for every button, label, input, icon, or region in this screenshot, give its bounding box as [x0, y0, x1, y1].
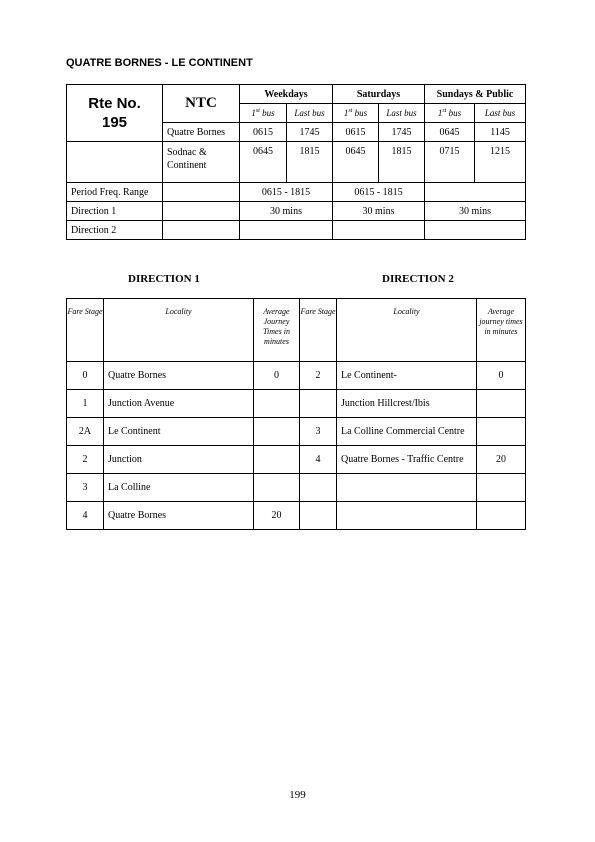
- fare-stage-cell: [300, 502, 337, 530]
- locality-cell: La Colline: [104, 474, 254, 502]
- time-cell: 0645: [425, 123, 475, 142]
- page-number: 199: [289, 789, 306, 801]
- time-cell: 1215: [475, 142, 526, 183]
- avg-time-cell: 20: [477, 446, 526, 474]
- direction1-heading: DIRECTION 1: [128, 273, 200, 285]
- direction1-saturdays: 30 mins: [333, 202, 425, 221]
- direction2-heading: DIRECTION 2: [382, 273, 454, 285]
- fare-stage-cell: 1: [67, 390, 104, 418]
- locality-cell: Junction Avenue: [104, 390, 254, 418]
- avg-time-cell: [477, 502, 526, 530]
- avg-time-cell: [477, 390, 526, 418]
- time-cell: 1815: [379, 142, 425, 183]
- avg-time-header: Average journey times in minutes: [477, 299, 526, 362]
- locality-cell: Junction: [104, 446, 254, 474]
- fare-stage-cell: 0: [67, 362, 104, 390]
- fare-stage-cell: [300, 474, 337, 502]
- table-row: [67, 446, 526, 474]
- locality-cell: La Colline Commercial Centre: [337, 418, 477, 446]
- sundays-header: Sundays & Public: [425, 85, 526, 104]
- fare-stage-cell: 4: [300, 446, 337, 474]
- fare-stage-header-row: [67, 299, 526, 362]
- locality-cell: Le Continent: [104, 418, 254, 446]
- avg-time-cell: 0: [477, 362, 526, 390]
- direction1-sundays: 30 mins: [425, 202, 526, 221]
- weekdays-header: Weekdays: [240, 85, 333, 104]
- last-bus-header: Last bus: [287, 104, 333, 123]
- direction1-label: Direction 1: [67, 202, 163, 221]
- route-label: Rte No.: [88, 95, 141, 112]
- fare-stage-cell: 2: [67, 446, 104, 474]
- schedule-table: [66, 84, 526, 240]
- direction1-row: [67, 202, 526, 221]
- locality-cell: Le Continent-: [337, 362, 477, 390]
- avg-time-cell: [254, 418, 300, 446]
- avg-time-cell: [477, 418, 526, 446]
- time-cell: 1815: [287, 142, 333, 183]
- table-row: [67, 390, 526, 418]
- table-row: [67, 362, 526, 390]
- locality-cell: Quatre Bornes - Traffic Centre: [337, 446, 477, 474]
- schedule-row: [67, 142, 526, 183]
- origin-cell: Quatre Bornes: [163, 123, 240, 142]
- operator-cell: NTC: [163, 85, 240, 123]
- page-title: QUATRE BORNES - LE CONTINENT: [66, 57, 253, 69]
- locality-header: Locality: [337, 299, 477, 362]
- fare-stage-header: Fare Stage: [67, 299, 104, 362]
- table-row: [67, 418, 526, 446]
- fare-stage-cell: 2A: [67, 418, 104, 446]
- fare-stage-cell: 3: [67, 474, 104, 502]
- first-bus-header: 1st bus: [240, 104, 287, 123]
- time-cell: 1745: [379, 123, 425, 142]
- route-number-cell: [67, 85, 163, 142]
- avg-time-cell: [477, 474, 526, 502]
- fare-stage-cell: 4: [67, 502, 104, 530]
- locality-cell: Quatre Bornes: [104, 502, 254, 530]
- direction2-row: [67, 221, 526, 240]
- locality-cell: Quatre Bornes: [104, 362, 254, 390]
- fare-stage-header: Fare Stage: [300, 299, 337, 362]
- period-weekdays: 0615 - 1815: [240, 183, 333, 202]
- origin-cell: Sodnac & Continent: [163, 142, 240, 183]
- locality-cell: [337, 474, 477, 502]
- time-cell: 0715: [425, 142, 475, 183]
- avg-time-header: Average Journey Times in minutes: [254, 299, 300, 362]
- period-row: [67, 183, 526, 202]
- first-bus-header: 1st bus: [333, 104, 379, 123]
- first-bus-header: 1st bus: [425, 104, 475, 123]
- last-bus-header: Last bus: [475, 104, 526, 123]
- locality-cell: Junction Hillcrest/Ibis: [337, 390, 477, 418]
- route-number: 195: [101, 114, 128, 131]
- direction1-weekdays: 30 mins: [240, 202, 333, 221]
- fare-stage-cell: 2: [300, 362, 337, 390]
- table-row: [67, 502, 526, 530]
- fare-stage-table: [66, 298, 526, 530]
- direction2-label: Direction 2: [67, 221, 163, 240]
- locality-header: Locality: [104, 299, 254, 362]
- period-label: Period Freq. Range: [67, 183, 163, 202]
- fare-stage-cell: 3: [300, 418, 337, 446]
- locality-cell: [337, 502, 477, 530]
- time-cell: 0645: [333, 142, 379, 183]
- saturdays-header: Saturdays: [333, 85, 425, 104]
- last-bus-header: Last bus: [379, 104, 425, 123]
- avg-time-cell: [254, 390, 300, 418]
- table-row: [67, 474, 526, 502]
- time-cell: 1745: [287, 123, 333, 142]
- time-cell: 0615: [240, 123, 287, 142]
- fare-stage-cell: [300, 390, 337, 418]
- avg-time-cell: 20: [254, 502, 300, 530]
- time-cell: 1145: [475, 123, 526, 142]
- time-cell: 0615: [333, 123, 379, 142]
- time-cell: 0645: [240, 142, 287, 183]
- avg-time-cell: 0: [254, 362, 300, 390]
- avg-time-cell: [254, 474, 300, 502]
- schedule-header-row: [67, 85, 526, 104]
- period-saturdays: 0615 - 1815: [333, 183, 425, 202]
- avg-time-cell: [254, 446, 300, 474]
